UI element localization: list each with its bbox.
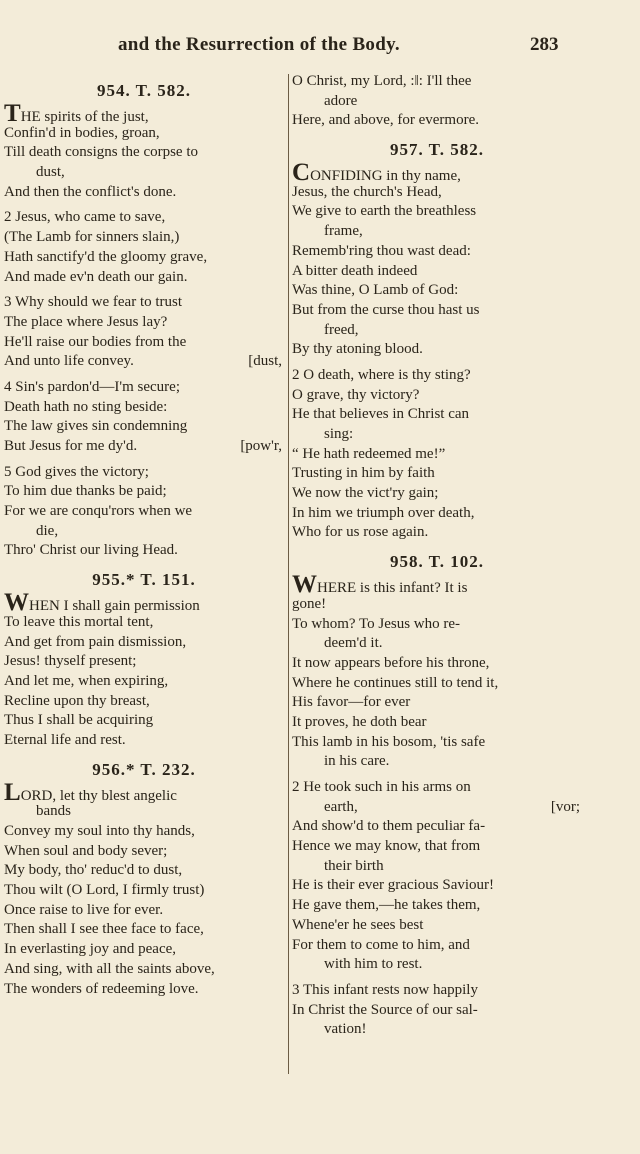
verse-line-text: 2 Jesus, who came to save, — [4, 209, 166, 226]
verse-line-text: His favor—for ever — [292, 694, 411, 711]
verse-line-text: And sing, with all the saints above, — [4, 960, 215, 977]
verse-line-text: Who for us rose again. — [292, 524, 429, 541]
verse-line — [292, 571, 582, 599]
drop-cap: C — [292, 159, 311, 187]
verse-line-text: My body, tho' reduc'd to dust, — [4, 862, 183, 879]
verse-line — [292, 654, 582, 674]
verse-line — [292, 693, 582, 713]
verse-line — [292, 425, 582, 445]
verse-line-text: In Christ the Source of our sal- — [292, 1001, 478, 1018]
verse-line — [292, 92, 582, 112]
verse-line-text: He is their ever gracious Saviour! — [292, 877, 495, 894]
verse-line — [292, 817, 582, 837]
right-column — [292, 72, 582, 1040]
verse-line — [4, 352, 284, 372]
verse-line-text: 2 He took such in his arms on — [292, 779, 471, 795]
verse-line-text: Death hath no sting beside: — [4, 398, 168, 415]
verse-line — [292, 798, 582, 818]
verse-line-text: It proves, he doth bear — [292, 713, 427, 730]
verse-line — [292, 955, 582, 975]
verse-line — [292, 183, 582, 203]
hymn — [4, 567, 284, 751]
verse-line — [292, 733, 582, 753]
verse-line-text: 5 God gives the victory; — [4, 463, 149, 480]
verse-line — [4, 183, 284, 203]
verse-line — [292, 111, 582, 131]
verse-line-text: And unto life convey. — [4, 353, 134, 370]
verse-line — [4, 100, 284, 127]
hymn — [4, 78, 284, 561]
verse-line — [4, 463, 284, 483]
verse-line-text: The law gives sin condemning — [4, 418, 188, 435]
stanza — [4, 100, 284, 202]
verse-line-text: Convey my soul into thy hands, — [4, 823, 195, 839]
verse-line-text: Jesus! thyself present; — [4, 653, 137, 670]
verse-line-text: To leave this mortal tent, — [4, 613, 154, 630]
verse-line — [4, 692, 284, 712]
verse-line — [292, 202, 582, 222]
verse-line — [292, 464, 582, 484]
verse-line — [292, 242, 582, 262]
verse-line-text: This lamb in his bosom, 'tis safe — [292, 733, 486, 750]
hymn-heading: 955.* T. 151. — [92, 570, 196, 590]
verse-line — [292, 72, 582, 92]
drop-cap: W — [292, 571, 317, 599]
verse-line-text: frame, — [324, 223, 363, 240]
verse-line-text: Trusting in him by faith — [292, 465, 435, 482]
verse-line — [4, 589, 284, 617]
verse-line — [292, 484, 582, 504]
verse-line-text: with him to rest. — [324, 956, 423, 973]
verse-line — [292, 504, 582, 524]
verse-line-text: in his care. — [324, 753, 390, 770]
verse-line — [292, 595, 582, 615]
verse-line-text: He that believes in Christ can — [292, 406, 470, 423]
verse-line-text: Hence we may know, that from — [292, 838, 481, 855]
verse-line-text: To whom? To Jesus who re- — [292, 615, 461, 632]
verse-line-text: Eternal life and rest. — [4, 731, 126, 748]
verse-line-text: When soul and body sever; — [4, 842, 168, 859]
drop-cap: L — [4, 778, 21, 806]
verse-line — [292, 159, 582, 187]
verse-line-text: And show'd to them peculiar fa- — [292, 818, 486, 835]
stanza — [292, 72, 582, 131]
hymn-heading: 958. T. 102. — [389, 552, 485, 572]
verse-line — [4, 613, 284, 633]
verse-line — [4, 482, 284, 502]
verse-line-turnover: [vor; — [550, 798, 580, 815]
verse-line-text: Rememb'ring thou wast dead: — [292, 242, 471, 259]
verse-line — [292, 916, 582, 936]
verse-line-text: Here, and above, for evermore. — [292, 112, 479, 129]
verse-line-text: HEN I shall gain permission — [29, 598, 200, 615]
stanza — [292, 571, 582, 772]
verse-line-text: Was thine, O Lamb of God: — [292, 282, 459, 299]
verse-line — [292, 222, 582, 242]
verse-line — [292, 445, 582, 465]
verse-line-text: In him we triumph over death, — [292, 504, 475, 521]
verse-line-text: Till death consigns the corpse to — [4, 144, 199, 161]
verse-line — [4, 268, 284, 288]
verse-line — [4, 293, 284, 313]
verse-line-text: earth, — [324, 798, 358, 815]
verse-line-text: By thy atoning blood. — [292, 341, 423, 358]
verse-line — [292, 301, 582, 321]
stanza — [4, 208, 284, 287]
verse-line-text: He'll raise our bodies from the — [4, 333, 187, 350]
verse-line-text: Where he continues still to tend it, — [292, 674, 499, 691]
stanza — [4, 589, 284, 751]
verse-line-text: gone! — [292, 595, 327, 612]
verse-line — [292, 281, 582, 301]
verse-line — [292, 778, 582, 798]
verse-line-text: dust, — [36, 164, 65, 181]
drop-cap: T — [4, 100, 21, 127]
verse-line — [292, 366, 582, 386]
verse-line-text: sing: — [324, 426, 354, 442]
verse-line-text: But Jesus for me dy'd. — [4, 438, 138, 454]
verse-line-text: And then the conflict's done. — [4, 183, 177, 200]
verse-line — [4, 228, 284, 248]
verse-line-text: The wonders of redeeming love. — [4, 980, 199, 997]
hymn-heading: 957. T. 582. — [389, 140, 485, 160]
verse-line-text: HE spirits of the just, — [20, 109, 149, 125]
verse-line — [4, 861, 284, 881]
verse-line-text: A bitter death indeed — [292, 262, 418, 279]
stanza — [292, 159, 582, 360]
verse-line-text: O Christ, my Lord, :‖: I'll thee — [292, 73, 472, 89]
page-number: 283 — [530, 34, 559, 55]
verse-line-text: Confin'd in bodies, groan, — [4, 124, 160, 141]
left-column — [4, 72, 284, 999]
verse-line — [4, 124, 284, 144]
verse-line-text: Then shall I see thee face to face, — [4, 921, 204, 938]
running-title: and the Resurrection of the Body. — [118, 34, 400, 55]
verse-line — [4, 672, 284, 692]
verse-line — [292, 674, 582, 694]
verse-line-text: And let me, when expiring, — [4, 672, 169, 689]
verse-line — [4, 802, 284, 822]
verse-line — [292, 615, 582, 635]
verse-line-text: Thro' Christ our living Head. — [4, 542, 178, 559]
hymn — [292, 72, 582, 131]
verse-line — [4, 502, 284, 522]
verse-line-turnover: [pow'r, — [240, 438, 282, 454]
hymn-heading: 954. T. 582. — [96, 81, 192, 100]
verse-line — [292, 1020, 582, 1040]
verse-line-text: 2 O death, where is thy sting? — [292, 366, 471, 383]
verse-line-text: We give to earth the breathless — [292, 203, 477, 220]
verse-line-text: The place where Jesus lay? — [4, 313, 168, 330]
verse-line — [4, 711, 284, 731]
verse-line-text: To him due thanks be paid; — [4, 483, 167, 500]
verse-line-text: “ He hath redeemed me!” — [292, 445, 446, 462]
verse-line — [4, 163, 284, 183]
verse-line-text: Jesus, the church's Head, — [292, 183, 442, 200]
verse-line — [4, 731, 284, 751]
verse-line — [292, 857, 582, 877]
verse-line-text: For them to come to him, and — [292, 936, 470, 953]
verse-line-text: But from the curse thou hast us — [292, 301, 480, 318]
verse-line — [292, 896, 582, 916]
verse-line — [4, 881, 284, 901]
verse-line-turnover: [dust, — [248, 353, 282, 370]
verse-line-text: bands — [36, 803, 71, 820]
verse-line-text: (The Lamb for sinners slain,) — [4, 229, 180, 246]
verse-line — [4, 960, 284, 980]
verse-line-text: For we are conqu'rors when we — [4, 503, 193, 520]
verse-line — [292, 1001, 582, 1021]
hymn — [4, 757, 284, 1000]
verse-line — [292, 340, 582, 360]
verse-line — [4, 633, 284, 653]
verse-line — [4, 778, 284, 806]
verse-line-text: ONFIDING in thy name, — [310, 168, 461, 185]
verse-line — [292, 981, 582, 1001]
verse-line — [4, 652, 284, 672]
verse-line — [4, 822, 284, 842]
hymn — [292, 137, 582, 543]
verse-line — [4, 920, 284, 940]
verse-line — [292, 936, 582, 956]
verse-line — [4, 208, 284, 228]
verse-line-text: We now the vict'ry gain; — [292, 485, 439, 502]
stanza — [292, 981, 582, 1040]
verse-line — [4, 248, 284, 268]
verse-line-text: Hath sanctify'd the gloomy grave, — [4, 248, 208, 265]
verse-line — [4, 522, 284, 542]
hymn-heading: 956.* T. 232. — [92, 759, 196, 779]
verse-line — [4, 842, 284, 862]
verse-line — [292, 262, 582, 282]
verse-line — [4, 398, 284, 418]
verse-line — [292, 321, 582, 341]
verse-line — [292, 752, 582, 772]
verse-line-text: their birth — [324, 857, 384, 874]
verse-line-text: adore — [324, 92, 358, 109]
verse-line-text: He gave them,—he takes them, — [292, 897, 481, 914]
verse-line — [4, 940, 284, 960]
verse-line — [292, 386, 582, 406]
verse-line — [292, 405, 582, 425]
stanza — [292, 778, 582, 975]
verse-line — [292, 876, 582, 896]
verse-line — [4, 333, 284, 353]
verse-line — [4, 417, 284, 437]
verse-line-text: Thus I shall be acquiring — [4, 712, 154, 729]
stanza — [292, 366, 582, 543]
verse-line — [4, 541, 284, 561]
verse-line — [292, 713, 582, 733]
verse-line — [292, 523, 582, 543]
verse-line-text: ORD, let thy blest angelic — [20, 787, 177, 804]
verse-line-text: Once raise to live for ever. — [4, 901, 164, 918]
hymn — [292, 549, 582, 1040]
verse-line-text: It now appears before his throne, — [292, 654, 490, 671]
verse-line — [4, 437, 284, 457]
verse-line-text: Thou wilt (O Lord, I firmly trust) — [4, 882, 205, 899]
verse-line — [4, 143, 284, 163]
verse-line-text: O grave, thy victory? — [292, 386, 420, 403]
verse-line-text: Whene'er he sees best — [292, 916, 424, 933]
verse-line-text: In everlasting joy and peace, — [4, 941, 177, 958]
stanza — [4, 293, 284, 372]
verse-line-text: die, — [36, 522, 59, 539]
stanza — [4, 778, 284, 1000]
verse-line-text: 3 This infant rests now happily — [292, 981, 478, 998]
verse-line-text: 3 Why should we fear to trust — [4, 294, 183, 311]
verse-line-text: deem'd it. — [324, 635, 383, 652]
verse-line — [4, 378, 284, 398]
verse-line-text: freed, — [324, 321, 359, 338]
drop-cap: W — [4, 589, 29, 617]
verse-line-text: 4 Sin's pardon'd—I'm secure; — [4, 378, 180, 395]
verse-line-text: And made ev'n death our gain. — [4, 268, 188, 285]
verse-line — [4, 901, 284, 921]
verse-line — [4, 980, 284, 1000]
stanza — [4, 378, 284, 457]
stanza — [4, 463, 284, 561]
verse-line — [292, 837, 582, 857]
verse-line-text: vation! — [324, 1021, 367, 1038]
verse-line-text: And get from pain dismission, — [4, 633, 187, 650]
verse-line — [4, 313, 284, 333]
verse-line-text: HERE is this infant? It is — [317, 580, 468, 597]
verse-line — [292, 634, 582, 654]
page-header — [0, 32, 640, 62]
verse-line-text: Recline upon thy breast, — [4, 692, 150, 709]
column-divider — [288, 74, 289, 1074]
